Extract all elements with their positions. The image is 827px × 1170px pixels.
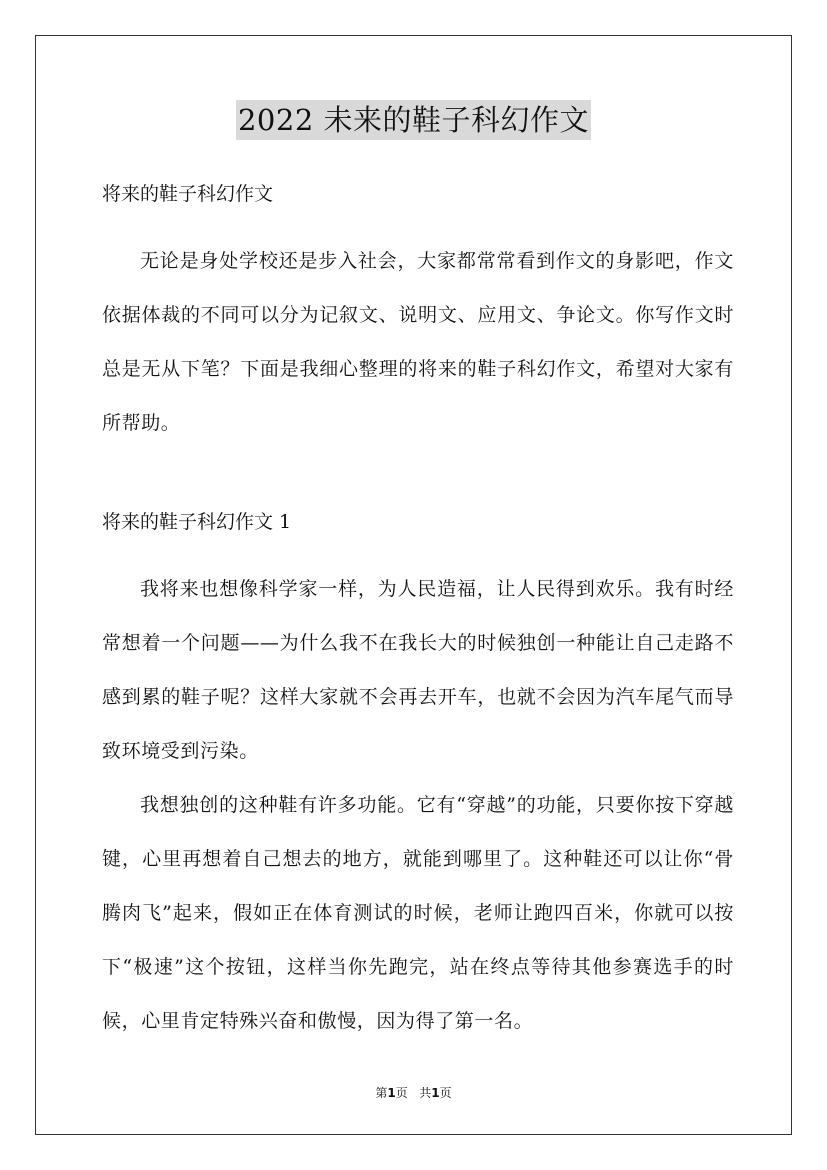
footer-total-suffix: 页	[439, 1086, 452, 1100]
footer-page-suffix: 页	[395, 1086, 408, 1100]
page-footer	[0, 1084, 827, 1101]
footer-page-number: 1	[387, 1086, 396, 1100]
title-wrap	[0, 100, 827, 140]
intro-paragraph: 无论是身处学校还是步入社会，大家都常常看到作文的身影吧，作文依据体裁的不同可以分为记叙文、说明文、应用文、争论文。你写作文时总是无从下笔？下面是我细心整理的将来的鞋子科幻作文，希望对大家有所帮助。	[102, 250, 734, 434]
document-body	[102, 174, 734, 1048]
essay1-heading: 将来的鞋子科幻作文 1	[102, 511, 292, 533]
spacer	[102, 450, 734, 502]
intro-heading: 将来的鞋子科幻作文	[102, 183, 274, 205]
footer-total-number: 1	[431, 1086, 440, 1100]
spacer	[102, 542, 734, 562]
essay1-paragraph-2: 我想独创的这种鞋有许多功能。它有“穿越”的功能，只要你按下穿越键，心里再想着自己想去的地方，就能到哪里了。这种鞋还可以让你“骨腾肉飞”起来，假如正在体育测试的时候，老师让跑四百米，你就可以按下“极速”这个按钮，这样当你先跑完，站在终点等待其他参赛选手的时候，心里肯定特殊兴奋和傲慢，因为得了第一名。	[102, 794, 734, 1032]
footer-prefix: 第	[375, 1086, 388, 1100]
spacer	[102, 214, 734, 234]
essay1-paragraph-1: 我将来也想像科学家一样，为人民造福，让人民得到欢乐。我有时经常想着一个问题——为什么我不在我长大的时候独创一种能让自己走路不感到累的鞋子呢？这样大家就不会再去开车，也就不会因为汽车尾气而导致环境受到污染。	[102, 578, 734, 762]
document-title: 2022 未来的鞋子科幻作文	[236, 100, 591, 140]
footer-total-prefix: 共	[419, 1086, 432, 1100]
